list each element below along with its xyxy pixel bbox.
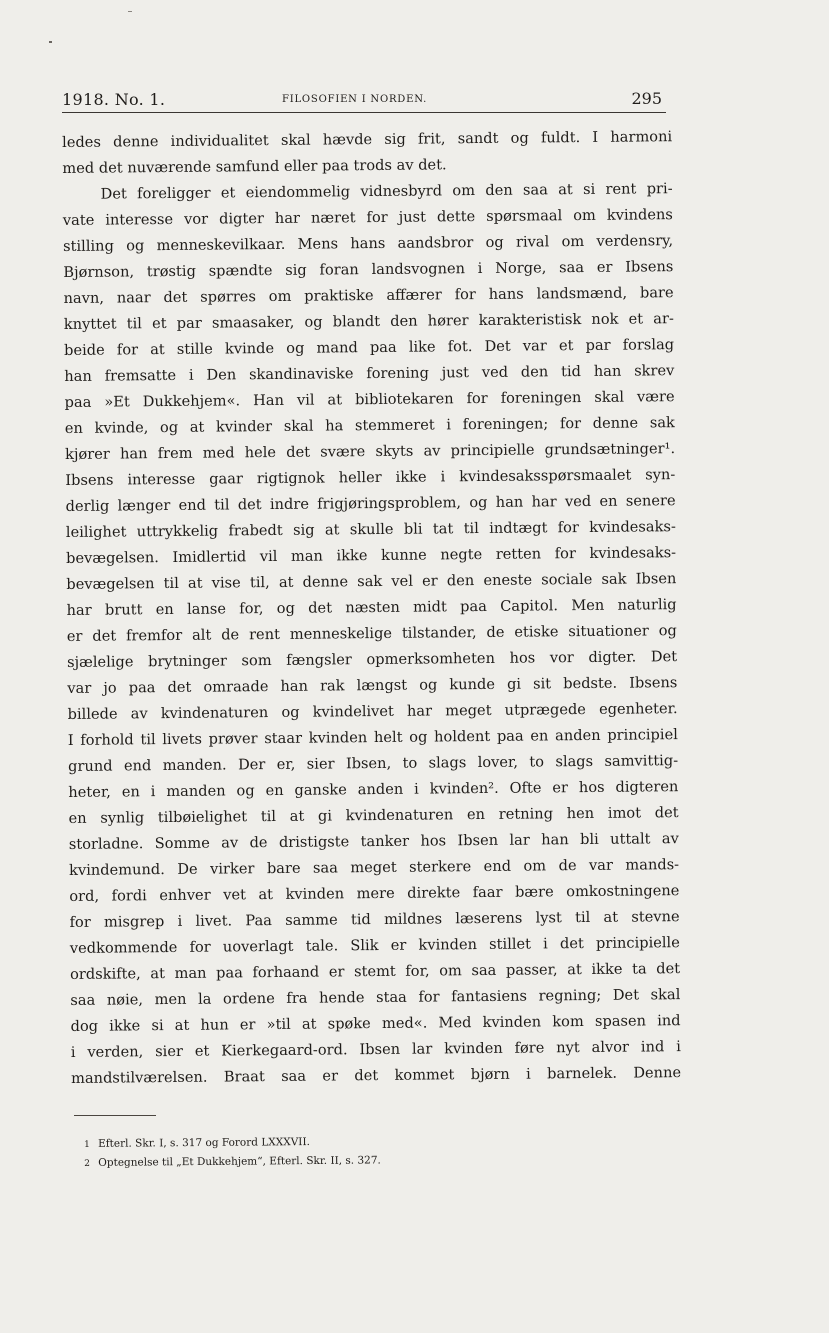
text-line: i verden, sier et Kierkegaard-ord. Ibsen lar kvinden føre nyt alvor ind i [70, 1038, 681, 1061]
paper-speck [49, 41, 52, 43]
paper-speck [128, 11, 132, 12]
text-line: kjører han frem med hele det svære skyts av principielle grundsætninger¹. [65, 440, 676, 463]
text-line: ordskifte, at man paa forhaand er stemt for, om saa passer, at ikke ta det [70, 960, 681, 983]
text-line: kvindemund. De virker bare saa meget sterkere end om de var mands- [69, 856, 680, 879]
text-line: billede av kvindenaturen og kvindelivet har meget utprægede egenheter. [67, 700, 678, 723]
text-line: Bjørnson, trøstig spændte sig foran landsvognen i Norge, saa er Ibsens [63, 258, 674, 281]
text-line: dog ikke si at hun er »til at spøke med«. Med kvinden kom spasen ind [70, 1012, 681, 1035]
section-title: FILOSOFIEN I NORDEN. [282, 94, 428, 105]
page-number: 295 [631, 89, 662, 108]
text-line: bevægelsen. Imidlertid vil man ikke kunne negte retten for kvindesaks- [66, 544, 677, 567]
text-line: beide for at stille kvinde og mand paa like fot. Det var et par forslag [64, 336, 675, 359]
footnote-text: Optegnelse til „Et Dukkehjem“, Efterl. Skr. II, s. 327. [98, 1154, 381, 1169]
footnote-rule [74, 1115, 156, 1116]
text-line: leilighet uttrykkelig frabedt sig at skulle bli tat til indtægt for kvindesaks- [65, 518, 676, 541]
text-line: saa nøie, men la ordene fra hende staa for fantasiens regning; Det skal [70, 986, 681, 1009]
text-line: navn, naar det spørres om praktiske affærer for hans landsmænd, bare [63, 284, 674, 307]
text-line: Det foreligger et eiendommelig vidnesbyrd om den saa at si rent pri- [100, 180, 673, 203]
text-line: en synlig tilbøielighet til at gi kvindenaturen en retning hen imot det [68, 804, 679, 827]
text-line: vedkommende for uoverlagt tale. Slik er kvinden stillet i det principielle [69, 934, 680, 957]
text-line: grund end manden. Der er, sier Ibsen, to slags lover, to slags samvittig- [68, 752, 679, 775]
text-line: han fremsatte i Den skandinaviske forening just ved den tid han skrev [64, 362, 675, 385]
running-head [62, 88, 662, 112]
text-line: ord, fordi enhver vet at kvinden mere direkte faar bære omkostningene [69, 882, 680, 905]
text-line: storladne. Somme av de dristigste tanker hos Ibsen lar han bli uttalt av [68, 830, 679, 853]
text-line: sjælelige brytninger som fængsler opmerksomheten hos vor digter. Det [67, 648, 678, 671]
text-line: vate interesse vor digter har næret for just dette spørsmaal om kvindens [62, 206, 673, 229]
text-line: derlig længer end til det indre frigjøringsproblem, og han har ved en senere [65, 492, 676, 515]
text-line: Ibsens interesse gaar rigtignok heller ikke i kvindesaksspørsmaalet syn- [65, 466, 676, 489]
text-line: var jo paa det omraade han rak længst og kunde gi sit bedste. Ibsens [67, 674, 678, 697]
text-line: stilling og menneskevilkaar. Mens hans aandsbror og rival om verdensry, [63, 232, 674, 255]
footnote-text: Efterl. Skr. I, s. 317 og Forord LXXXVII. [98, 1136, 310, 1150]
text-line: er det fremfor alt de rent menneskelige tilstander, de etiske situationer og [66, 622, 677, 645]
text-line: bevægelsen til at vise til, at denne sak vel er den eneste sociale sak Ibsen [66, 570, 677, 593]
header-rule [62, 112, 666, 113]
text-line: mandstilværelsen. Braat saa er det kommet bjørn i barnelek. Denne [71, 1064, 682, 1087]
issue-label: 1918. No. 1. [62, 90, 166, 109]
text-line: en kvinde, og at kvinder skal ha stemmeret i foreningen; for denne sak [64, 414, 675, 437]
text-line: har brutt en lanse for, og det næsten midt paa Capitol. Men naturlig [66, 596, 677, 619]
footnotes [84, 1131, 504, 1173]
footnote [84, 1150, 504, 1173]
footnote-mark: 1 [84, 1139, 90, 1150]
footnote-mark: 2 [84, 1158, 91, 1169]
text-line: med det nuværende samfund eller paa trods av det. [62, 156, 447, 177]
text-line: I forhold til livets prøver staar kvinden helt og holdent paa en anden principiel [67, 726, 678, 749]
text-line: paa »Et Dukkehjem«. Han vil at bibliotekaren for foreningen skal være [64, 388, 675, 411]
text-line: knyttet til et par smaasaker, og blandt den hører karakteristisk nok et ar- [63, 310, 674, 333]
text-line: ledes denne individualitet skal hævde sig frit, sandt og fuldt. I harmoni [62, 128, 673, 151]
text-line: heter, en i manden og en ganske anden i kvinden². Ofte er hos digteren [68, 778, 679, 801]
text-line: for misgrep i livet. Paa samme tid mildnes læserens lyst til at stevne [69, 908, 680, 931]
body-text [62, 124, 681, 1092]
